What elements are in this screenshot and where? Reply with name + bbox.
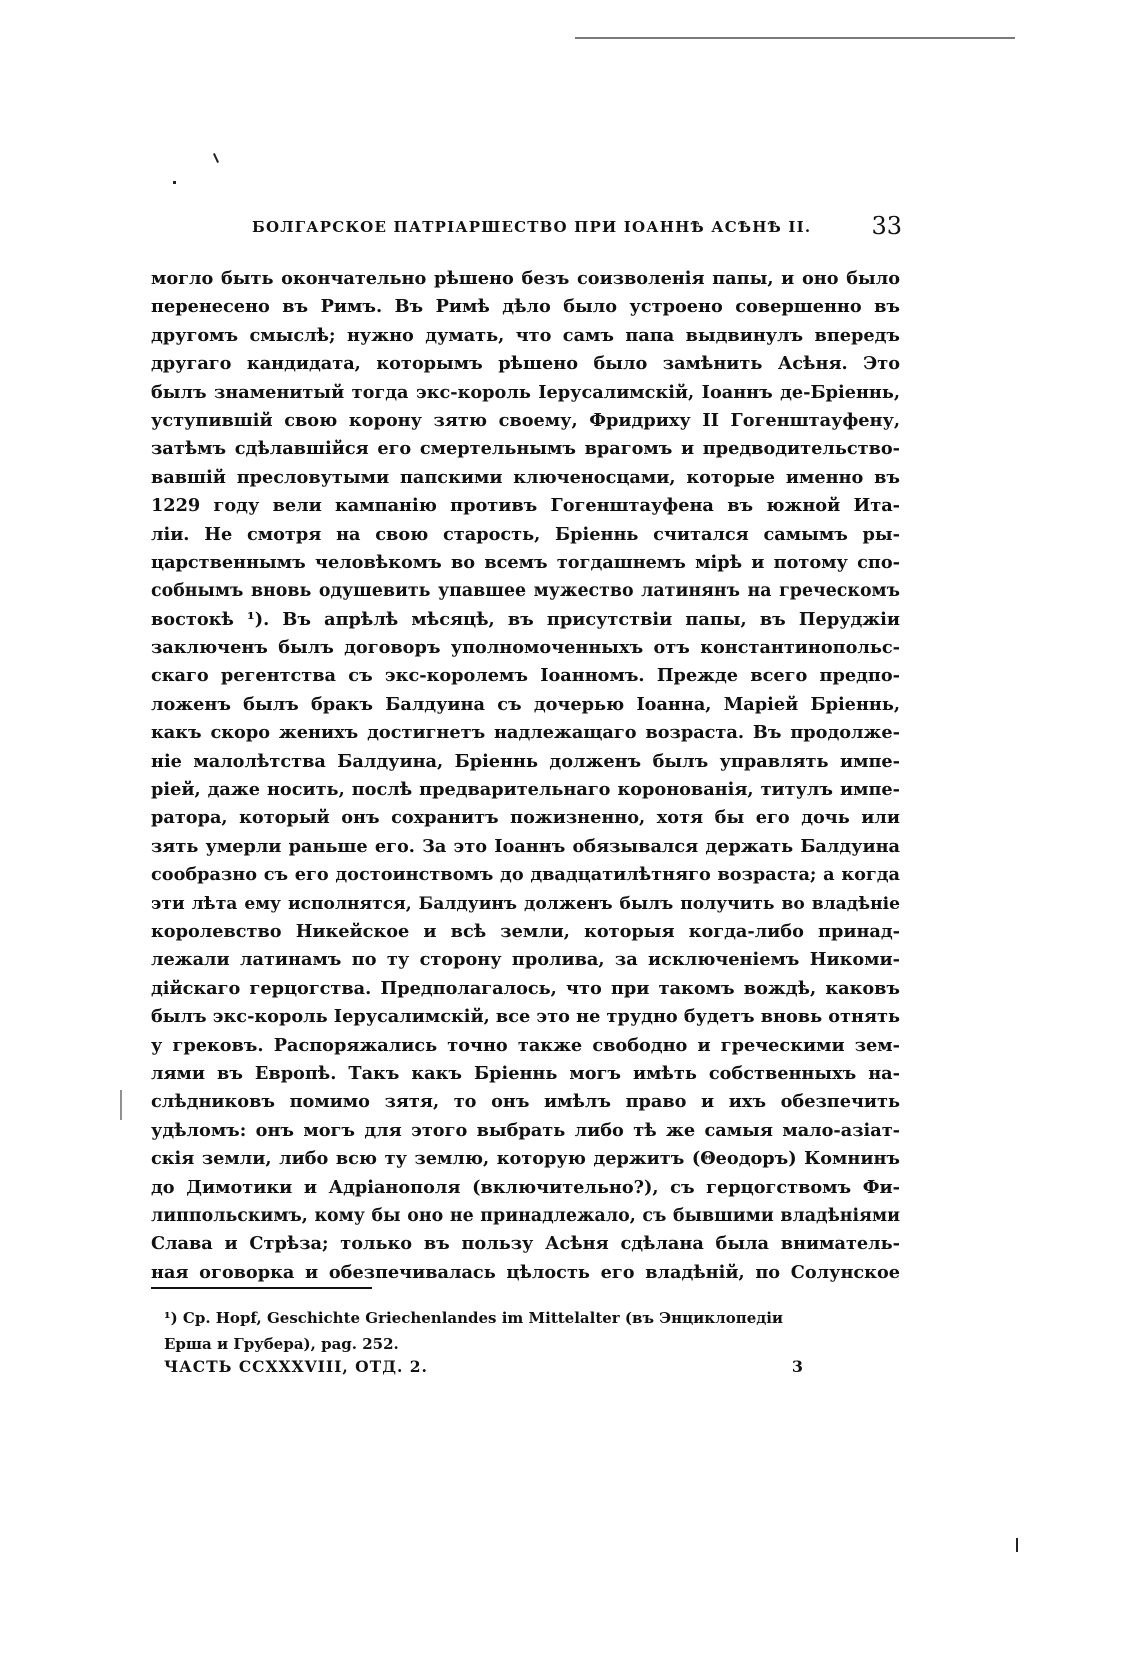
text-line: лежали латинамъ по ту сторону пролива, за исключеніемъ Никоми- xyxy=(151,949,900,971)
text-line: ліи. Не смотря на свою старость, Бріеннь считался самымъ ры- xyxy=(151,523,900,545)
text-line: былъ экс-король Іерусалимскій, все это не трудно будетъ вновь отнять xyxy=(151,1006,900,1028)
scan-mark-margin-right xyxy=(1016,1538,1018,1552)
signature-line xyxy=(164,1357,804,1385)
body-text xyxy=(151,265,900,1287)
text-line: скаго регентства съ экс-королемъ Іоанномъ. Прежде всего предпо- xyxy=(151,665,900,687)
text-line: затѣмъ сдѣлавшійся его смертельнымъ врагомъ и предводительство- xyxy=(151,438,900,460)
text-line: у грековъ. Распоряжались точно также свободно и греческими зем- xyxy=(151,1034,900,1056)
text-line: сообразно съ его достоинствомъ до двадцатилѣтняго возраста; а когда xyxy=(151,864,900,886)
text-line: заключенъ былъ договоръ уполномоченныхъ отъ константинопольс- xyxy=(151,637,900,659)
text-line: могло быть окончательно рѣшено безъ соизволенія папы, и оно было xyxy=(151,268,900,289)
text-line: дійскаго герцогства. Предполагалось, что при такомъ вождѣ, каковъ xyxy=(151,977,900,999)
text-line: ная оговорка и обезпечивалась цѣлость его владѣній, по Солунское xyxy=(151,1261,900,1283)
text-line: липпольскимъ, кому бы оно не принадлежало, съ бывшими владѣніями xyxy=(151,1205,900,1226)
text-line: зять умерли раньше его. За это Іоаннъ обязывался держать Балдуина xyxy=(151,835,900,857)
text-line: Слава и Стрѣза; только въ пользу Асѣня сдѣлана была вниматель- xyxy=(151,1233,900,1255)
scan-mark-dot xyxy=(173,181,176,184)
signature-number: 3 xyxy=(791,1357,804,1376)
page-header xyxy=(252,212,902,242)
text-line: царственнымъ человѣкомъ во всемъ тогдашнемъ мірѣ и потому спо- xyxy=(151,551,900,573)
text-line: вавшій пресловутыми папскими ключеносцами, которые именно въ xyxy=(151,466,900,488)
footnote-rule xyxy=(151,1287,372,1289)
text-line: ложенъ былъ бракъ Балдуина съ дочерью Іоанна, Маріей Бріеннь, xyxy=(151,693,900,715)
text-line: востокѣ ¹). Въ апрѣлѣ мѣсяцѣ, въ присутствіи папы, въ Перуджіи xyxy=(151,608,900,630)
running-head: БОЛГАРСКОЕ ПАТРІАРШЕСТВО ПРИ ІОАННѢ АСѢНѢ II. xyxy=(252,218,812,236)
text-line: какъ скоро женихъ достигнетъ надлежащаго возраста. Въ продолже- xyxy=(151,722,900,744)
text-line: эти лѣта ему исполнятся, Балдуинъ долженъ былъ получить во владѣніе xyxy=(151,893,900,914)
text-line: ніе малолѣтства Балдуина, Бріеннь долженъ былъ управлять импе- xyxy=(151,750,900,772)
text-line: другомъ смыслѣ; нужно думать, что самъ папа выдвинулъ впередъ xyxy=(151,324,900,346)
text-line: уступившій свою корону зятю своему, Фридриху II Гогенштауфену, xyxy=(151,409,900,431)
text-line: 1229 году вели кампанію противъ Гогенштауфена въ южной Ита- xyxy=(151,495,900,517)
text-line: собнымъ вновь одушевить упавшее мужество латинянъ на греческомъ xyxy=(151,581,900,602)
scan-mark-tick xyxy=(213,153,219,163)
text-line: лями въ Европѣ. Такъ какъ Бріеннь могъ имѣть собственныхъ на- xyxy=(151,1062,900,1084)
footnote-line: Ерша и Грубера), pag. 252. xyxy=(164,1335,399,1353)
text-line: ратора, который онъ сохранитъ пожизненно, хотя бы его дочь или xyxy=(151,807,900,829)
text-line: былъ знаменитый тогда экс-король Іерусалимскій, Іоаннъ де-Бріеннь, xyxy=(151,381,900,403)
text-line: другаго кандидата, которымъ рѣшено было замѣнить Асѣня. Это xyxy=(151,353,900,375)
footnote-line: ¹) Ср. Hopf, Geschichte Griechenlandes im Mittelalter (въ Энциклопедіи xyxy=(164,1309,784,1327)
text-line: до Димотики и Адріанополя (включительно?), съ герцогствомъ Фи- xyxy=(151,1176,900,1198)
scan-mark-top-rule xyxy=(575,37,1015,39)
footnote xyxy=(164,1305,900,1357)
signature-part: ЧАСТЬ CCXXXVIII, ОТД. 2. xyxy=(164,1357,428,1376)
page-number: 33 xyxy=(871,212,902,240)
text-line: удѣломъ: онъ могъ для этого выбрать либо тѣ же самыя мало-азіат- xyxy=(151,1119,900,1141)
text-line: ріей, даже носить, послѣ предварительнаго коронованія, титулъ импе- xyxy=(151,779,900,801)
scan-mark-margin-left xyxy=(120,1090,122,1120)
text-line: слѣдниковъ помимо зятя, то онъ имѣлъ право и ихъ обезпечить xyxy=(151,1091,900,1113)
text-line: перенесено въ Римъ. Въ Римѣ дѣло было устроено совершенно въ xyxy=(151,296,900,318)
text-line: королевство Никейское и всѣ земли, которыя когда-либо принад- xyxy=(151,920,900,942)
text-line: скія земли, либо всю ту землю, которую держитъ (Θеодоръ) Комнинъ xyxy=(151,1148,900,1170)
